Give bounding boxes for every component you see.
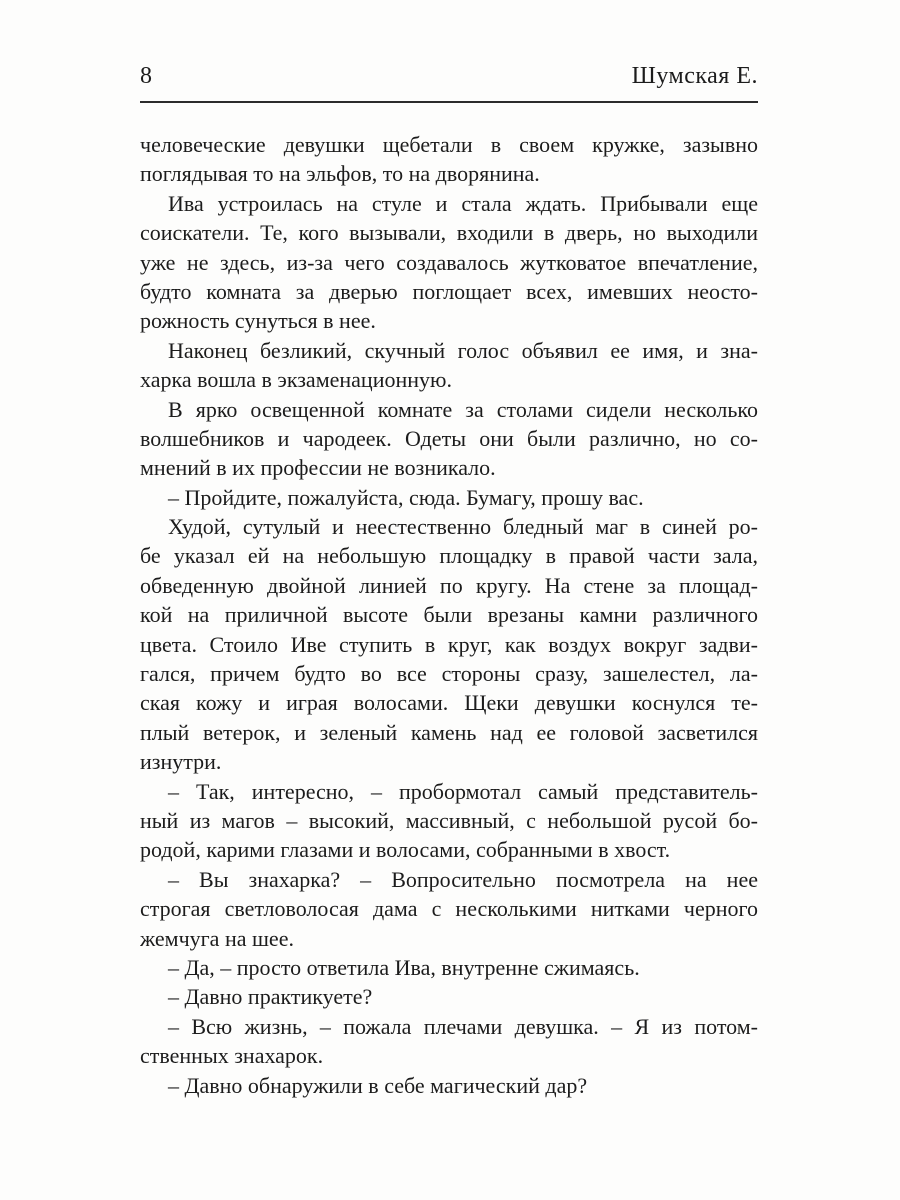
- text-line: – Давно обнаружили в себе магический дар?: [168, 1072, 588, 1098]
- paragraph: [140, 336, 758, 395]
- paragraph: [140, 1071, 758, 1100]
- text-line: человеческие девушки щебетали в своем кружке, зазывно: [140, 132, 758, 157]
- text-line: строгая светловолосая дама с несколькими нитками черного: [140, 896, 758, 922]
- text-line: – Давно практикуете?: [168, 984, 373, 1010]
- text-line: жемчуга на шее.: [140, 925, 294, 951]
- text-line: мнений в их профессии не возникало.: [140, 455, 496, 481]
- text-line: поглядывая то на эльфов, то на дворянина.: [140, 161, 540, 187]
- paragraph: [140, 865, 758, 953]
- text-line: Худой, сутулый и неестественно бледный маг в синей ро-: [168, 514, 758, 540]
- text-line: Наконец безликий, скучный голос объявил ее имя, и зна-: [168, 337, 758, 363]
- text-line: цвета. Стоило Иве ступить в круг, как воздух вокруг задви-: [140, 631, 758, 657]
- paragraph: [140, 512, 758, 777]
- page-content: [140, 0, 758, 1100]
- text-line: бе указал ей на небольшую площадку в правой части зала,: [140, 543, 758, 569]
- text-line: изнутри.: [140, 749, 222, 775]
- paragraph: [140, 777, 758, 865]
- text-line: обведенную двойной линией по кругу. На стене за площад-: [140, 572, 758, 598]
- page-number: 8: [140, 63, 153, 89]
- text-line: – Так, интересно, – пробормотал самый представитель-: [168, 778, 758, 804]
- author-name: Шумская Е.: [631, 63, 758, 89]
- text-line: гался, причем будто во все стороны сразу, зашелестел, ла-: [140, 661, 758, 687]
- text-line: ская кожу и играя волосами. Щеки девушки коснулся те-: [140, 690, 758, 716]
- text-line: В ярко освещенной комнате за столами сидели несколько: [168, 396, 758, 422]
- page-header: [140, 62, 758, 90]
- text-line: рожность сунуться в нее.: [140, 308, 376, 334]
- text-line: харка вошла в экзаменационную.: [140, 367, 452, 393]
- paragraph: [140, 189, 758, 336]
- text-line: Ива устроилась на стуле и стала ждать. Прибывали еще: [168, 190, 758, 216]
- text-line: плый ветерок, и зеленый камень над ее головой засветился: [140, 719, 758, 745]
- text-line: – Вы знахарка? – Вопросительно посмотрела на нее: [168, 866, 758, 892]
- text-line: соискатели. Те, кого вызывали, входили в дверь, но выходили: [140, 220, 758, 246]
- paragraph: [140, 1012, 758, 1071]
- text-line: ный из магов – высокий, массивный, с небольшой русой бо-: [140, 807, 758, 833]
- text-line: – Да, – просто ответила Ива, внутренне сжимаясь.: [168, 954, 640, 980]
- text-line: будто комната за дверью поглощает всех, имевших неосто-: [140, 278, 758, 304]
- paragraph: [140, 130, 758, 189]
- paragraph: [140, 395, 758, 483]
- paragraph: [140, 483, 758, 512]
- paragraph: [140, 982, 758, 1011]
- text-line: ственных знахарок.: [140, 1043, 324, 1069]
- text-line: – Всю жизнь, – пожала плечами девушка. – Я из потом-: [168, 1013, 758, 1039]
- page-body: [140, 130, 758, 1100]
- header-rule: [140, 101, 758, 103]
- text-line: родой, карими глазами и волосами, собранными в хвост.: [140, 837, 671, 863]
- text-line: кой на приличной высоте были врезаны камни различного: [140, 602, 758, 628]
- text-line: – Пройдите, пожалуйста, сюда. Бумагу, прошу вас.: [168, 484, 644, 510]
- paragraph: [140, 953, 758, 982]
- text-line: волшебников и чародеек. Одеты они были различно, но со-: [140, 425, 758, 451]
- text-line: уже не здесь, из-за чего создавалось жутковатое впечатление,: [140, 249, 758, 275]
